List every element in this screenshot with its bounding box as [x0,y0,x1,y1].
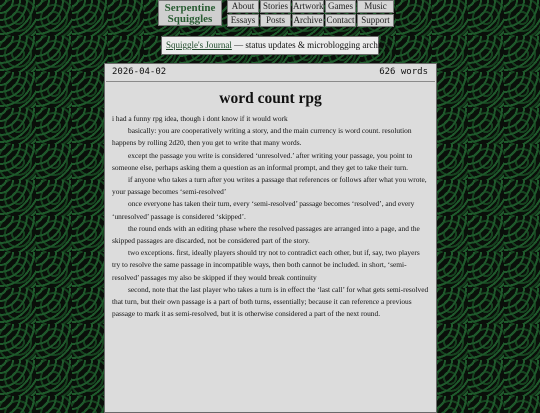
post-word-count: 626 words [379,67,428,77]
main-nav [227,0,394,27]
journal-link[interactable]: Squiggle's Journal [166,40,232,50]
post-paragraph: two exceptions. first, ideally players should try not to contradict each other, but if, say, two players try to resolve the same passage in incompatible ways, then both cannot be included. in short, ‘semi-resolved’ passages my also be skipped if they would break continuity [112,248,420,282]
journal-description: status updates & microblogging archive [245,40,389,50]
nav-link-support[interactable]: Support [357,14,394,27]
post-paragraph: second, note that the last player who takes a turn is in effect the ‘last call’ for what gets semi-resolved that turn, but their own passage is a part of both turns, essentially; because it can reference a previous passage to mark it as semi-resolved, but it is otherwise considered a part of the next round. [112,284,429,319]
nav-link-artwork[interactable]: Artwork [293,1,324,11]
journal-separator: — [234,40,244,50]
post-meta [105,64,436,80]
post-title: word count rpg [219,90,322,107]
nav-link-posts[interactable]: Posts [260,14,291,27]
post-paragraph: once everyone has taken their turn, every ‘semi-resolved’ passage becomes ‘resolved’, and every ‘unresolved’ passage is considered ‘skipped’. [112,199,415,221]
nav-link-essays[interactable]: Essays [227,14,259,27]
nav-link-archive[interactable]: Archive [293,15,323,25]
nav-link-games[interactable]: Games [325,0,356,13]
post-date: 2026-04-02 [112,67,167,77]
site-title[interactable] [158,0,222,26]
post-paragraph: if anyone who takes a turn after you writes a passage that references or follows after what you wrote, your passage becomes ‘semi-resolved’ [112,175,427,197]
post-card [104,63,437,413]
nav-link-contact[interactable]: Contact [326,15,355,25]
post-body [106,81,435,412]
nav-link-stories[interactable]: Stories [260,0,291,13]
site-title-line2: Squiggles [167,13,213,25]
site-title-line1: Serpentine [164,2,216,14]
nav-link-about[interactable]: About [227,0,259,13]
post-paragraph: the round ends with an editing phase where the resolved passages are arranged into a page, and the skipped passages are discarded, not be considered part of the story. [112,223,420,246]
journal-header [161,36,389,55]
post-paragraph: except the passage you write is considered ‘unresolved.’ after writing your passage, you point to someone else, perhaps asking them a question as an informal prompt, and they get to take their turn. [112,150,413,172]
post-paragraph: i had a funny rpg idea, though i dont know if it would work [112,114,288,123]
nav-link-music[interactable]: Music [357,0,394,13]
post-paragraph: basically: you are cooperatively writing a story, and the main currency is word count. resolution happens by rolling 2d20, then you get to write that many words. [112,126,412,148]
